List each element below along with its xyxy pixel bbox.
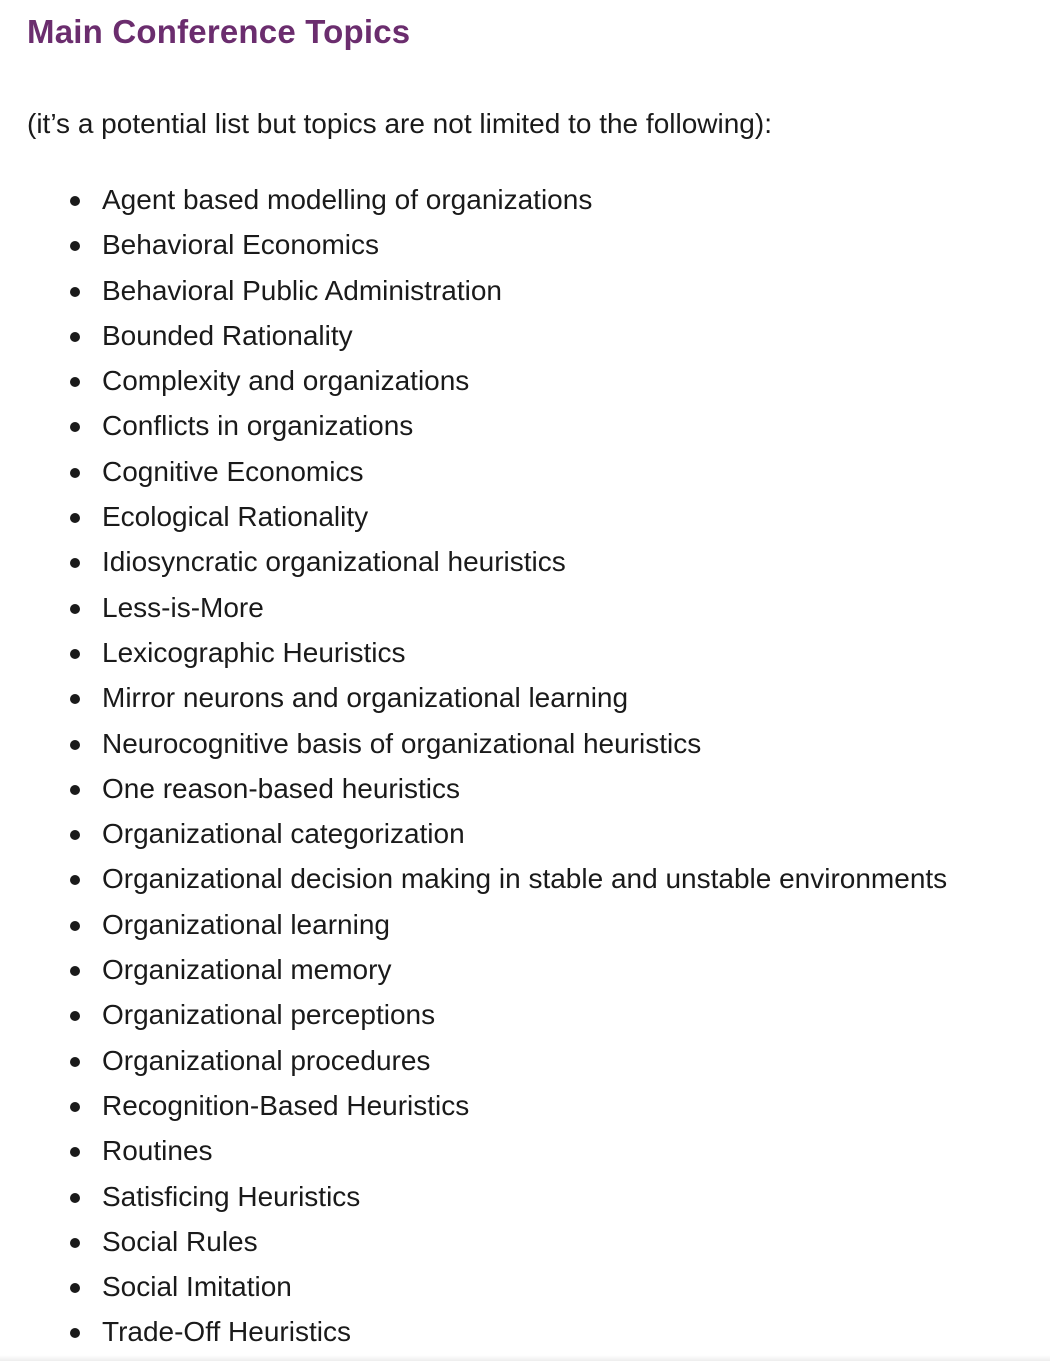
topic-label: Satisficing Heuristics xyxy=(102,1180,361,1212)
bullet-icon xyxy=(70,241,80,251)
list-item xyxy=(0,675,947,720)
bullet-icon xyxy=(70,1283,80,1293)
list-item xyxy=(0,1083,947,1128)
bullet-icon xyxy=(70,468,80,478)
topic-label: Behavioral Economics xyxy=(102,229,380,261)
topic-label: Routines xyxy=(102,1135,213,1167)
bullet-icon xyxy=(70,830,80,840)
topic-label: Recognition-Based Heuristics xyxy=(102,1089,470,1121)
topic-label: Complexity and organizations xyxy=(102,365,470,397)
list-item xyxy=(0,766,947,811)
bullet-icon xyxy=(70,1193,80,1203)
topic-label: Mirror neurons and organizational learning xyxy=(102,682,629,714)
bullet-icon xyxy=(70,740,80,750)
bullet-icon xyxy=(70,422,80,432)
list-item xyxy=(0,449,947,494)
topic-label: Organizational perceptions xyxy=(102,999,436,1031)
topic-label: One reason-based heuristics xyxy=(102,772,460,804)
bullet-icon xyxy=(70,785,80,795)
list-item xyxy=(0,1174,947,1219)
list-item xyxy=(0,630,947,675)
topic-label: Social Imitation xyxy=(102,1271,292,1303)
bullet-icon xyxy=(70,966,80,976)
topic-label: Neurocognitive basis of organizational heuristics xyxy=(102,727,702,759)
list-item xyxy=(0,222,947,267)
topic-label: Trade-Off Heuristics xyxy=(102,1316,351,1348)
list-item xyxy=(0,902,947,947)
list-item xyxy=(0,1038,947,1083)
bullet-icon xyxy=(70,875,80,885)
topic-label: Less-is-More xyxy=(102,591,264,623)
bullet-icon xyxy=(70,513,80,523)
topic-list xyxy=(0,177,947,1355)
list-item xyxy=(0,494,947,539)
list-item xyxy=(0,313,947,358)
topic-label: Idiosyncratic organizational heuristics xyxy=(102,546,566,578)
topic-label: Organizational categorization xyxy=(102,818,465,850)
topic-label: Social Rules xyxy=(102,1225,258,1257)
list-item xyxy=(0,403,947,448)
topic-label: Conflicts in organizations xyxy=(102,410,414,442)
list-item xyxy=(0,721,947,766)
list-item xyxy=(0,811,947,856)
bullet-icon xyxy=(70,921,80,931)
list-item xyxy=(0,358,947,403)
list-item xyxy=(0,1264,947,1309)
topic-label: Organizational procedures xyxy=(102,1044,431,1076)
list-item xyxy=(0,856,947,901)
topic-label: Ecological Rationality xyxy=(102,501,369,533)
bullet-icon xyxy=(70,332,80,342)
list-item xyxy=(0,585,947,630)
topic-label: Organizational memory xyxy=(102,954,392,986)
bullet-icon xyxy=(70,1057,80,1067)
topic-label: Lexicographic Heuristics xyxy=(102,636,406,668)
bullet-icon xyxy=(70,287,80,297)
list-item xyxy=(0,1128,947,1173)
bottom-edge-shadow xyxy=(0,1355,1050,1361)
bullet-icon xyxy=(70,1011,80,1021)
list-item xyxy=(0,268,947,313)
topic-label: Behavioral Public Administration xyxy=(102,274,502,306)
bullet-icon xyxy=(70,196,80,206)
topic-label: Organizational learning xyxy=(102,908,390,940)
bullet-icon xyxy=(70,558,80,568)
list-item xyxy=(0,1309,947,1354)
list-item xyxy=(0,1219,947,1264)
bullet-icon xyxy=(70,377,80,387)
bullet-icon xyxy=(70,604,80,614)
bullet-icon xyxy=(70,1328,80,1338)
list-item xyxy=(0,992,947,1037)
topic-label: Organizational decision making in stable and unstable environments xyxy=(102,863,948,895)
bullet-icon xyxy=(70,1238,80,1248)
list-item xyxy=(0,539,947,584)
topic-label: Agent based modelling of organizations xyxy=(102,184,593,215)
bullet-icon xyxy=(70,694,80,704)
list-item xyxy=(0,177,947,222)
page-title: Main Conference Topics xyxy=(27,13,411,50)
topic-label: Cognitive Economics xyxy=(102,455,364,487)
list-item xyxy=(0,947,947,992)
intro-text: (it’s a potential list but topics are not limited to the following): xyxy=(27,108,772,139)
bullet-icon xyxy=(70,1102,80,1112)
topic-label: Bounded Rationality xyxy=(102,319,353,351)
bullet-icon xyxy=(70,649,80,659)
bullet-icon xyxy=(70,1147,80,1157)
